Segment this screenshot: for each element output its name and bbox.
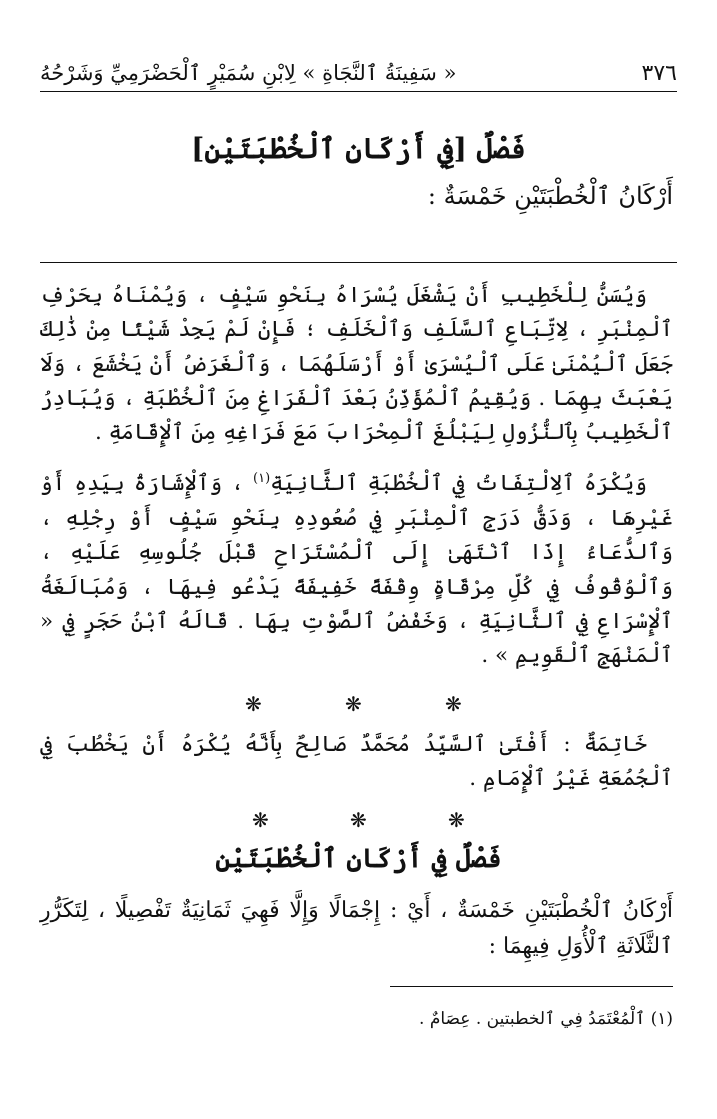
star-ornament: ❋ <box>252 808 269 832</box>
page-number: ٣٧٦ <box>641 60 677 86</box>
footnote-text: ٱلْمُعْتَمَدُ فِي ٱلخطبتين . عِصَامٌ . <box>419 1009 646 1029</box>
header-divider <box>40 91 677 92</box>
separator-stars-1 <box>0 692 717 722</box>
star-ornament: ❋ <box>345 692 362 716</box>
running-header <box>40 56 677 90</box>
commentary-paragraph-1: وَيُسَنُّ لِلْخَطِيبِ أَنْ يَشْغَلَ يُسْرَاهُ بِنَحْوِ سَيْفٍ ، وَيُمْنَاهُ بِحَرْفِ ٱلْمِنْبَرِ ، لِاتِّبَاعِ ٱلسَّلَفِ وَٱلْخَلَفِ ؛ فَإِنْ لَمْ يَجِدْ شَيْئًا مِنْ ذَٰلِكَ جَعَلَ ٱلْيُمْنَىٰ عَلَى ٱلْيُسْرَىٰ أَوْ أَرْسَلَهُمَا ، وَٱلْغَرَضُ أَنْ يَخْشَعَ ، وَلَا يَعْبَثَ بِهِمَا . وَيُقِيمُ ٱلْمُؤَذِّنُ بَعْدَ ٱلْفَرَاغِ مِنَ ٱلْخُطْبَةِ ، وَيُبَادِرُ ٱلْخَطِيبُ بِٱلنُّزُولِ لِيَبْلُغَ ٱلْمِحْرَابَ مَعَ فَرَاغِهِ مِنَ ٱلْإِقَامَةِ . <box>40 283 673 446</box>
conclusion-paragraph: خَاتِمَةٌ : أَفْتَىٰ ٱلسَّيِّدُ مُحَمَّدٌ صَالِحٌ بِأَنَّهُ يُكْرَهُ أَنْ يَخْطُبَ فِي ٱلْجُمُعَةِ غَيْرُ ٱلْإِمَامِ . <box>40 732 673 792</box>
star-ornament: ❋ <box>448 808 465 832</box>
section-2-text: أَرْكَانُ ٱلْخُطْبَتَيْنِ خَمْسَةٌ ، أَيْ : إِجْمَالًا وَإِلَّا فَهِيَ ثَمَانِيَةٌ تَفْصِيلًا ، لِتَكَرُّرِ ٱلثَّلَاثَةِ ٱلْأُوَلِ فِيهِمَا : <box>40 898 673 959</box>
footnote-divider <box>390 986 673 987</box>
section-heading-2: فَصْلٌ فِي أَرْكَانِ ٱلْخُطْبَتَيْنِ <box>215 844 502 874</box>
paragraph-2-rest: ، وَٱلْإِشَارَةُ بِيَدِهِ أَوْ غَيْرِهَا ، وَدَقُّ دَرَجِ ٱلْمِنْبَرِ فِي صُعُودِهِ بِنَحْوِ سَيْفٍ أَوْ رِجْلِهِ ، وَٱلدُّعَاءُ إِذَا ٱنْتَهَىٰ إِلَى ٱلْمُسْتَرَاحِ قَبْلَ جُلُوسِهِ عَلَيْهِ ، وَٱلْوُقُوفُ فِي كُلِّ مِرْقَاةٍ وِقْفَةً خَفِيفَةً يَدْعُو فِيهَا ، وَمُبَالَغَةُ ٱلْإِسْرَاعِ فِي ٱلثَّانِيَةِ ، وَخَفْضُ ٱلصَّوْتِ بِهَا . قَالَهُ ٱبْنُ حَجَرٍ فِي « ٱلْمَنْهَجِ ٱلْقَوِيمِ » . <box>40 471 673 669</box>
commentary-block <box>40 279 673 673</box>
separator-stars-2 <box>0 808 717 838</box>
footnote-number: (١) <box>650 1009 673 1029</box>
paragraph-2-start: وَيُكْرَهُ ٱلِالْتِفَاتُ فِي ٱلْخُطْبَةِ ٱلثَّانِيَةِ <box>270 471 647 497</box>
footnote-reference: (١) <box>253 471 271 487</box>
star-ornament: ❋ <box>350 808 367 832</box>
text-commentary-divider <box>40 262 677 263</box>
conclusion-block <box>40 728 673 797</box>
section-heading-1: فَصْلٌ [فِي أَرْكَانِ ٱلْخُطْبَتَيْنِ] <box>191 132 526 165</box>
section-1-text: أَرْكَانُ ٱلْخُطْبَتَيْنِ خَمْسَةٌ : <box>427 182 673 210</box>
star-ornament: ❋ <box>245 692 262 716</box>
footnote <box>40 1008 673 1029</box>
star-ornament: ❋ <box>445 692 462 716</box>
book-title: « سَفِينَةُ ٱلنَّجَاةِ » لِابْنِ سُمَيْرٍ ٱلْحَضْرَمِيِّ وَشَرْحُهُ <box>40 61 457 85</box>
commentary-paragraph-2 <box>40 462 673 673</box>
